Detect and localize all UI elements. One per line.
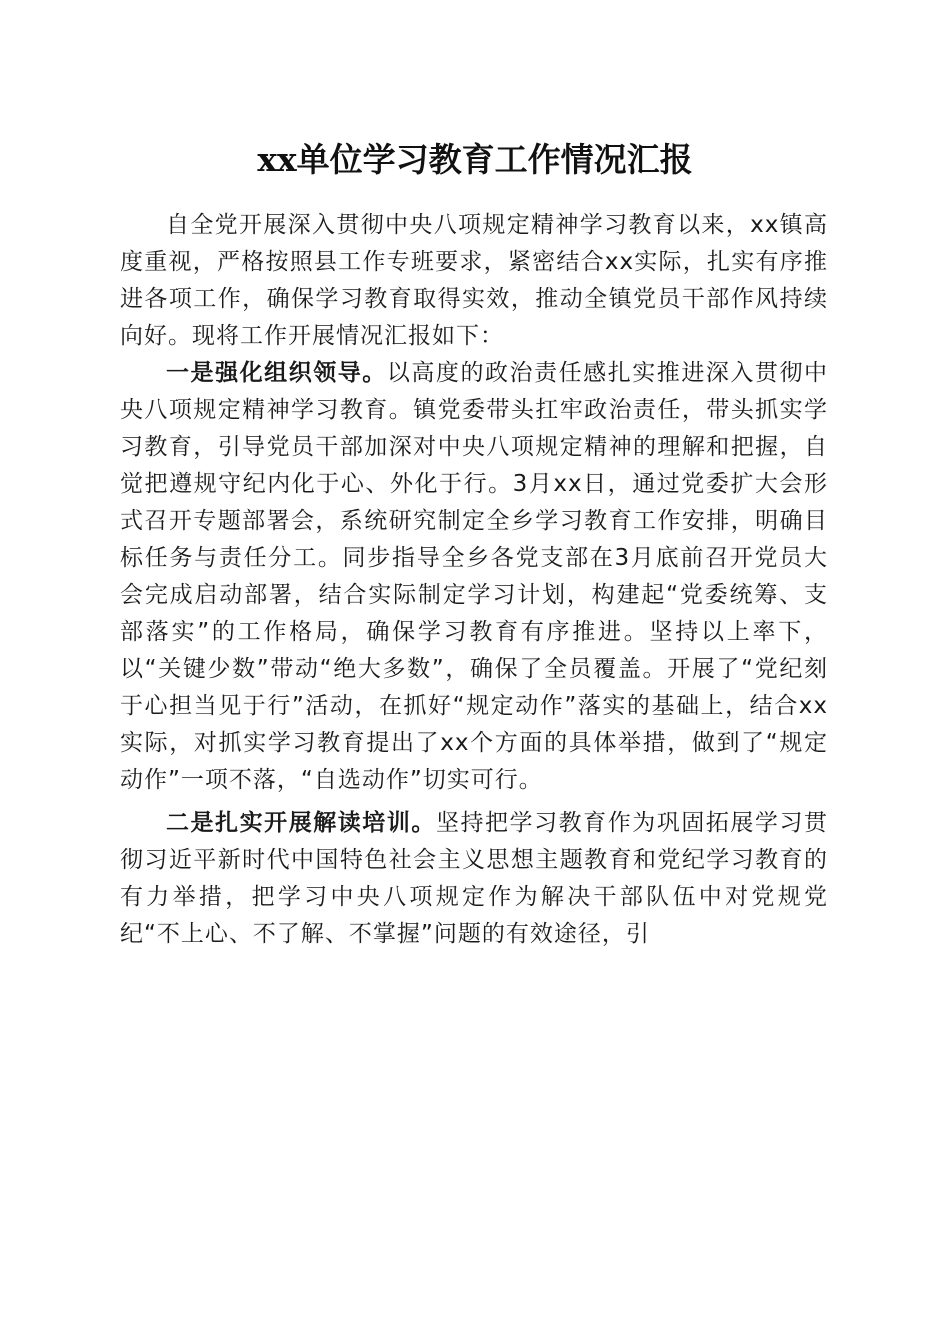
paragraph-text: 以高度的政治责任感扎实推进深入贯彻中央八项规定精神学习教育。镇党委带头扛牢政治责任，带头抓实学习教育，引导党员干部加深对中央八项规定精神的理解和把握，自觉把遵规守纪内化于心、外化于行。3月xx日，通过党委扩大会形式召开专题部署会，系统研究制定全乡学习教育工作安排，明确目标任务与责任分工。同步指导全乡各党支部在3月底前召开党员大会完成启动部署，结合实际制定学习计划，构建起“党委统筹、支部落实”的工作格局，确保学习教育有序推进。坚持以上率下，以“关键少数”带动“绝大多数”，确保了全员覆盖。开展了“党纪刻于心担当见于行”活动，在抓好“规定动作”落实的基础上，结合xx实际，对抓实学习教育提出了xx个方面的具体举措，做到了“规定动作”一项不落，“自选动作”切实可行。 [120, 360, 829, 793]
paragraph-text: 自全党开展深入贯彻中央八项规定精神学习教育以来，xx镇高度重视，严格按照县工作专班要求，紧密结合xx实际，扎实有序推进各项工作，确保学习教育取得实效，推动全镇党员干部作风持续向好。现将工作开展情况汇报如下： [120, 212, 828, 349]
paragraph-section-2 [120, 805, 828, 953]
paragraph-intro [120, 207, 828, 355]
document-body [120, 207, 828, 953]
paragraph-lead: 二是扎实开展解读培训。 [166, 810, 436, 836]
paragraph-text: 坚持把学习教育作为巩固拓展学习贯彻习近平新时代中国特色社会主义思想主题教育和党纪学习教育的有力举措，把学习中央八项规定作为解决干部队伍中对党规党纪“不上心、不了解、不掌握”问题的有效途径，引 [120, 810, 829, 947]
paragraph-section-1 [120, 355, 828, 799]
paragraph-lead: 一是强化组织领导。 [166, 360, 387, 386]
document-title: xx单位学习教育工作情况汇报 [257, 140, 693, 179]
